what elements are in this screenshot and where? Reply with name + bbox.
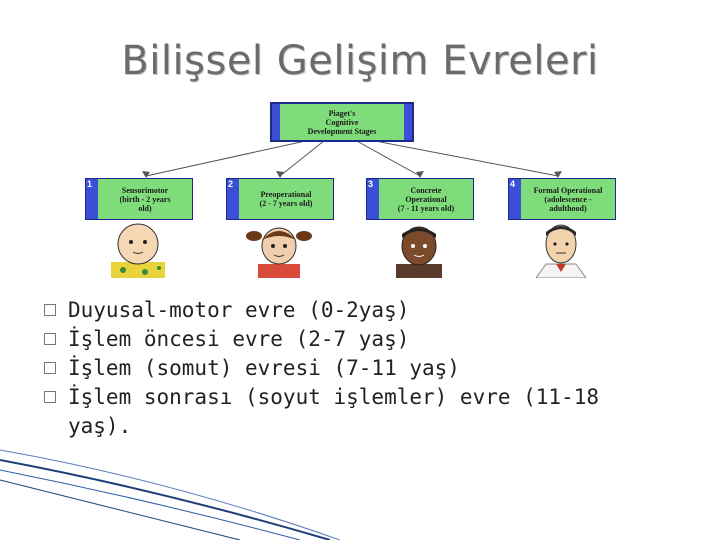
girl-face-icon (244, 222, 314, 278)
bullet-text: Duyusal-motor evre (0-2yaş) (68, 298, 410, 322)
bullet-box-icon (44, 362, 56, 374)
root-node (270, 102, 414, 142)
bullet-item (44, 325, 684, 354)
stage-number: 2 (228, 179, 234, 189)
stage-label: Preoperational (2 - 7 years old) (239, 179, 333, 219)
bullet-text: İşlem öncesi evre (2-7 yaş) (68, 327, 410, 351)
decorative-corner-lines (0, 440, 340, 540)
stage-number: 4 (510, 179, 516, 189)
bullet-continuation: yaş). (68, 414, 132, 438)
bullet-item (44, 383, 684, 412)
bullet-item (44, 354, 684, 383)
bullet-list (44, 296, 684, 441)
stage-number: 1 (87, 179, 93, 189)
root-node-label: Piaget's Cognitive Development Stages (280, 104, 404, 140)
bullet-text: İşlem sonrası (soyut işlemler) evre (11-18 (68, 385, 600, 409)
stage-number: 3 (368, 179, 374, 189)
bullet-item (44, 296, 684, 325)
stage-node-1 (85, 178, 193, 220)
boy-face-icon (384, 222, 454, 278)
stage-label: Concrete Operational (7 - 11 years old) (379, 179, 473, 219)
baby-face-icon (103, 222, 173, 278)
bullet-text: İşlem (somut) evresi (7-11 yaş) (68, 356, 460, 380)
stage-label: Formal Operational (adolescence - adulthood) (521, 179, 615, 219)
stage-node-4 (508, 178, 616, 220)
bullet-box-icon (44, 391, 56, 403)
bullet-box-icon (44, 333, 56, 345)
bullet-box-icon (44, 304, 56, 316)
stage-label: Sensorimotor (birth - 2 years old) (98, 179, 192, 219)
stage-node-2 (226, 178, 334, 220)
slide-title: Bilişsel Gelişim Evreleri (121, 38, 599, 84)
man-face-icon (526, 222, 596, 278)
stage-node-3 (366, 178, 474, 220)
piaget-stages-diagram (80, 98, 640, 278)
